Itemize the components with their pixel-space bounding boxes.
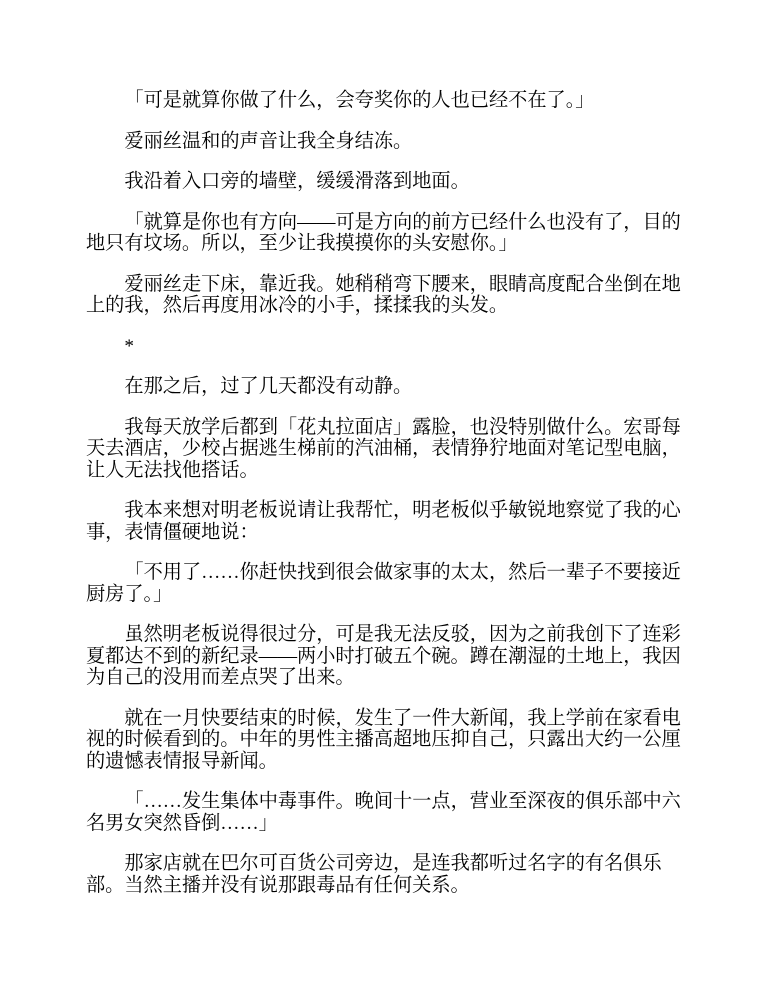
paragraph — [86, 562, 686, 605]
text-line: 我本来想对明老板说请让我帮忙，明老板似乎敏锐地察觉了我的心 — [124, 500, 681, 521]
text-line: 爱丽丝温和的声音让我全身结冻。 — [124, 130, 413, 152]
paragraph — [86, 131, 686, 153]
text-line: 「不用了……你赶快找到很会做家事的太太，然后一辈子不要接近 — [124, 562, 681, 583]
paragraph — [86, 90, 686, 112]
text-line: 名男女突然昏倒……」 — [86, 812, 278, 834]
text-line: 「……发生集体中毒事件。晚间十一点，营业至深夜的俱乐部中六 — [124, 791, 681, 812]
text-block — [86, 90, 686, 896]
text-line: 虽然明老板说得很过分，可是我无法反驳，因为之前我创下了连彩 — [124, 624, 681, 645]
text-line: 「可是就算你做了什么，会夸奖你的人也已经不在了。」 — [124, 90, 595, 111]
text-line: 为自己的没用而差点哭了出来。 — [86, 667, 355, 688]
text-line: 我沿着入口旁的墙壁，缓缓滑落到地面。 — [124, 171, 470, 192]
text-line: 「就算是你也有方向——可是方向的前方已经什么也没有了，目的 — [124, 211, 681, 233]
text-line: 我每天放学后都到「花丸拉面店」露脸，也没特别做什么。宏哥每 — [124, 416, 681, 438]
text-line: 夏都达不到的新纪录——两小时打破五个碗。蹲在潮湿的土地上，我因 — [86, 645, 681, 667]
text-line: 在那之后，过了几天都没有动静。 — [124, 376, 413, 397]
section-separator — [86, 336, 686, 358]
paragraph — [86, 171, 686, 193]
paragraph — [86, 500, 686, 543]
text-line: 天去酒店，少校占据逃生梯前的汽油桶，表情狰狞地面对笔记型电脑， — [86, 438, 681, 459]
paragraph — [86, 708, 686, 773]
paragraph — [86, 853, 686, 896]
paragraph — [86, 212, 686, 255]
paragraph — [86, 791, 686, 834]
paragraph — [86, 376, 686, 398]
paragraph — [86, 624, 686, 689]
text-line: 上的我，然后再度用冰冷的小手，揉揉我的头发。 — [86, 295, 509, 316]
text-line: 让人无法找他搭话。 — [86, 459, 259, 481]
text-line: 地只有坟场。所以，至少让我摸摸你的头安慰你。」 — [86, 233, 518, 254]
text-line: 视的时候看到的。中年的男性主播高超地压抑自己，只露出大约一公厘 — [86, 729, 681, 750]
text-line: 厨房了。」 — [86, 583, 173, 605]
text-line: 的遗憾表情报导新闻。 — [86, 750, 278, 772]
text-line: 事，表情僵硬地说： — [86, 521, 259, 543]
text-line: 那家店就在巴尔可百货公司旁边，是连我都听过名字的有名俱乐 — [124, 853, 662, 874]
paragraph — [86, 274, 686, 317]
text-line: * — [124, 335, 134, 357]
text-line: 部。当然主播并没有说那跟毒品有任何关系。 — [86, 874, 470, 896]
text-line: 爱丽丝走下床，靠近我。她稍稍弯下腰来，眼睛高度配合坐倒在地 — [124, 273, 681, 295]
text-line: 就在一月快要结束的时候，发生了一件大新闻，我上学前在家看电 — [124, 707, 681, 729]
paragraph — [86, 417, 686, 482]
